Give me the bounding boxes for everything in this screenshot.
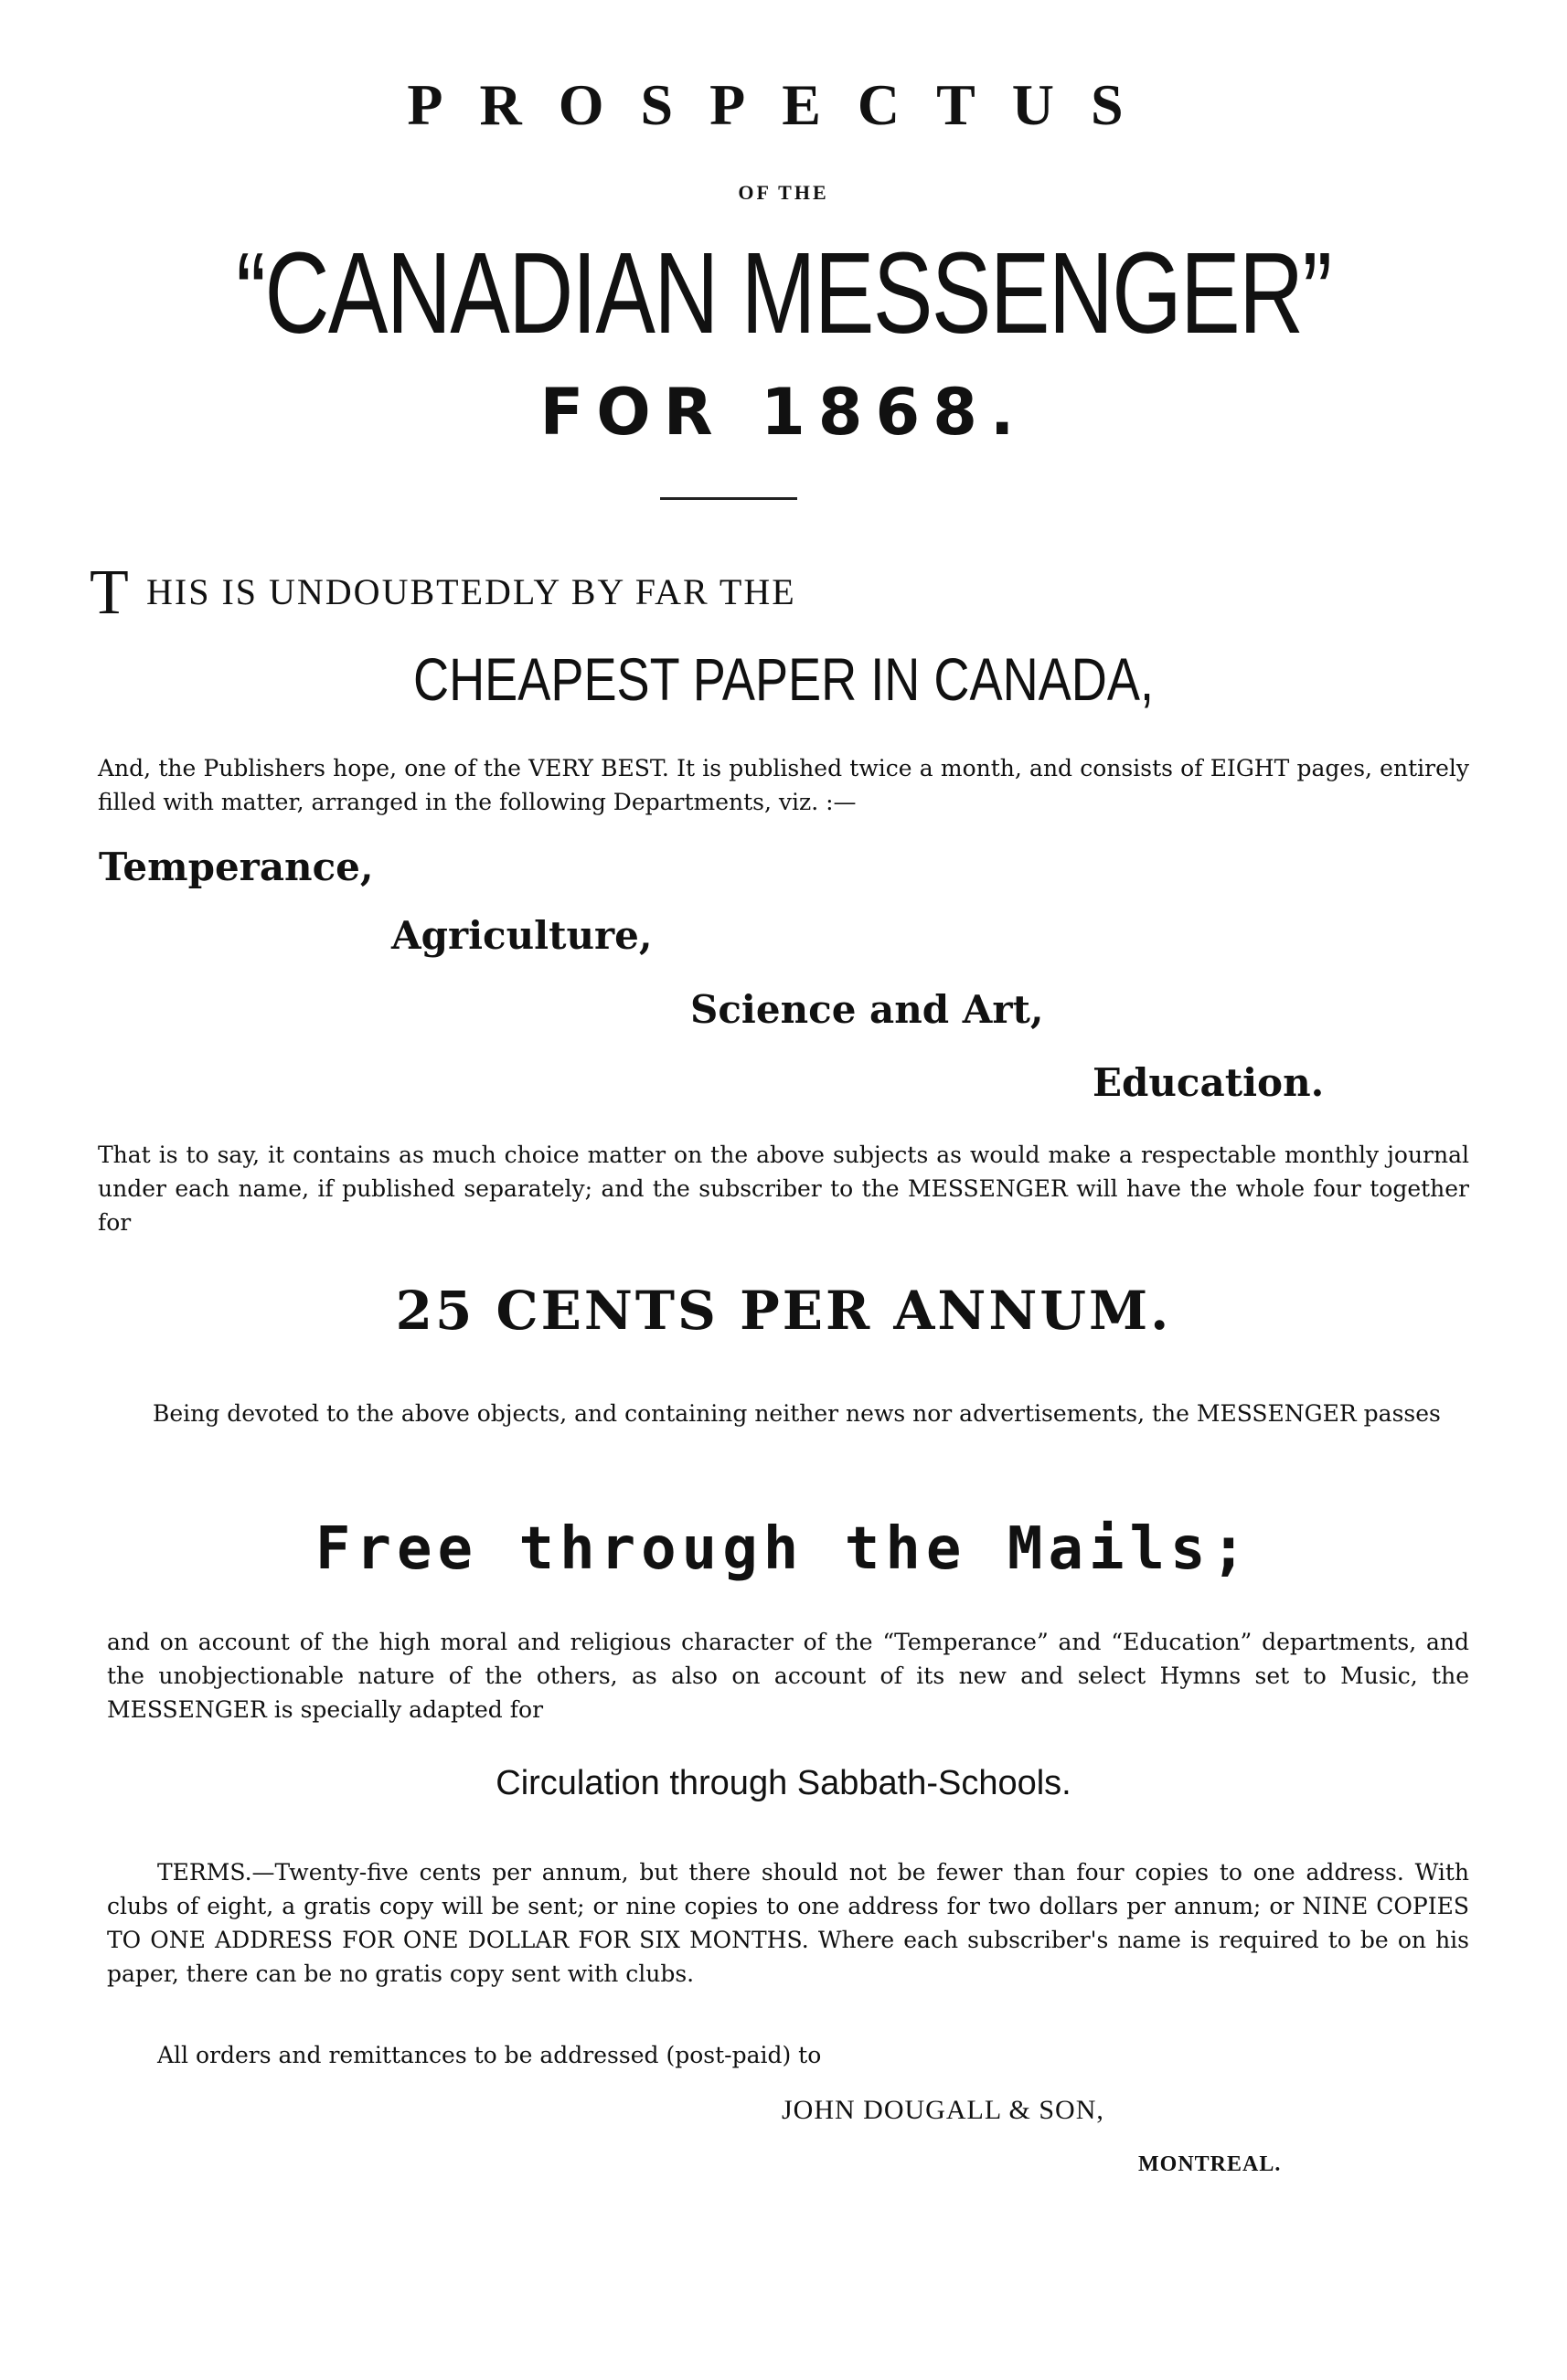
year-line: FOR 1868. (539, 375, 1028, 450)
terms-paragraph: TERMS.—Twenty-five cents per annum, but there should not be fewer than four copies to one address. With clubs of eight, a gratis copy will be sent; or nine copies to one address for two dollars per annum; or NINE COPIES TO ONE ADDRESS FOR ONE DOLLAR FOR SIX MONTHS. Where each subscriber's name is required to be on his paper, there can be no gratis copy sent with clubs. (107, 1859, 1470, 1987)
circulation-heading: Circulation through Sabbath-Schools. (496, 1764, 1071, 1802)
department-education: Education. (1093, 1060, 1325, 1105)
of-the-line: OF THE (738, 181, 829, 204)
free-mails-heading: Free through the Mails; (314, 1515, 1253, 1583)
intro-line: HIS IS UNDOUBTEDLY BY FAR THE (146, 571, 796, 612)
department-temperance: Temperance, (99, 845, 374, 889)
price-heading: 25 CENTS PER ANNUM. (395, 1280, 1172, 1342)
divider-rule (660, 497, 797, 500)
publisher-signature: JOHN DOUGALL & SON, (782, 2095, 1104, 2125)
department-science-art: Science and Art, (690, 987, 1044, 1032)
publisher-city: MONTREAL. (1138, 2152, 1282, 2176)
drop-cap: T (90, 558, 129, 628)
prospectus-heading: PROSPECTUS (407, 72, 1160, 137)
department-agriculture: Agriculture, (391, 913, 653, 958)
value-paragraph: That is to say, it contains as much choice matter on the above subjects as would make a respectable monthly journal under each name, if published separately; and the subscriber to the MESSENGER will have the whole four together for (98, 1142, 1470, 1236)
orders-line: All orders and remittances to be addressed (post-paid) to (157, 2042, 822, 2068)
paper-title: “CANADIAN MESSENGER” (236, 228, 1331, 357)
character-paragraph: and on account of the high moral and religious character of the “Temperance” and “Education” departments, and the unobjectionable nature of the others, as also on account of its new and select Hymns set to Music, the MESSENGER is specially adapted for (107, 1629, 1469, 1723)
mail-paragraph: Being devoted to the above objects, and containing neither news nor advertisements, the MESSENGER passes (153, 1400, 1441, 1427)
intro-paragraph: And, the Publishers hope, one of the VERY BEST. It is published twice a month, and consists of EIGHT pages, entirely filled with matter, arranged in the following Departments, viz. :— (98, 755, 1469, 815)
cheapest-paper-heading: CHEAPEST PAPER IN CANADA, (412, 645, 1155, 713)
